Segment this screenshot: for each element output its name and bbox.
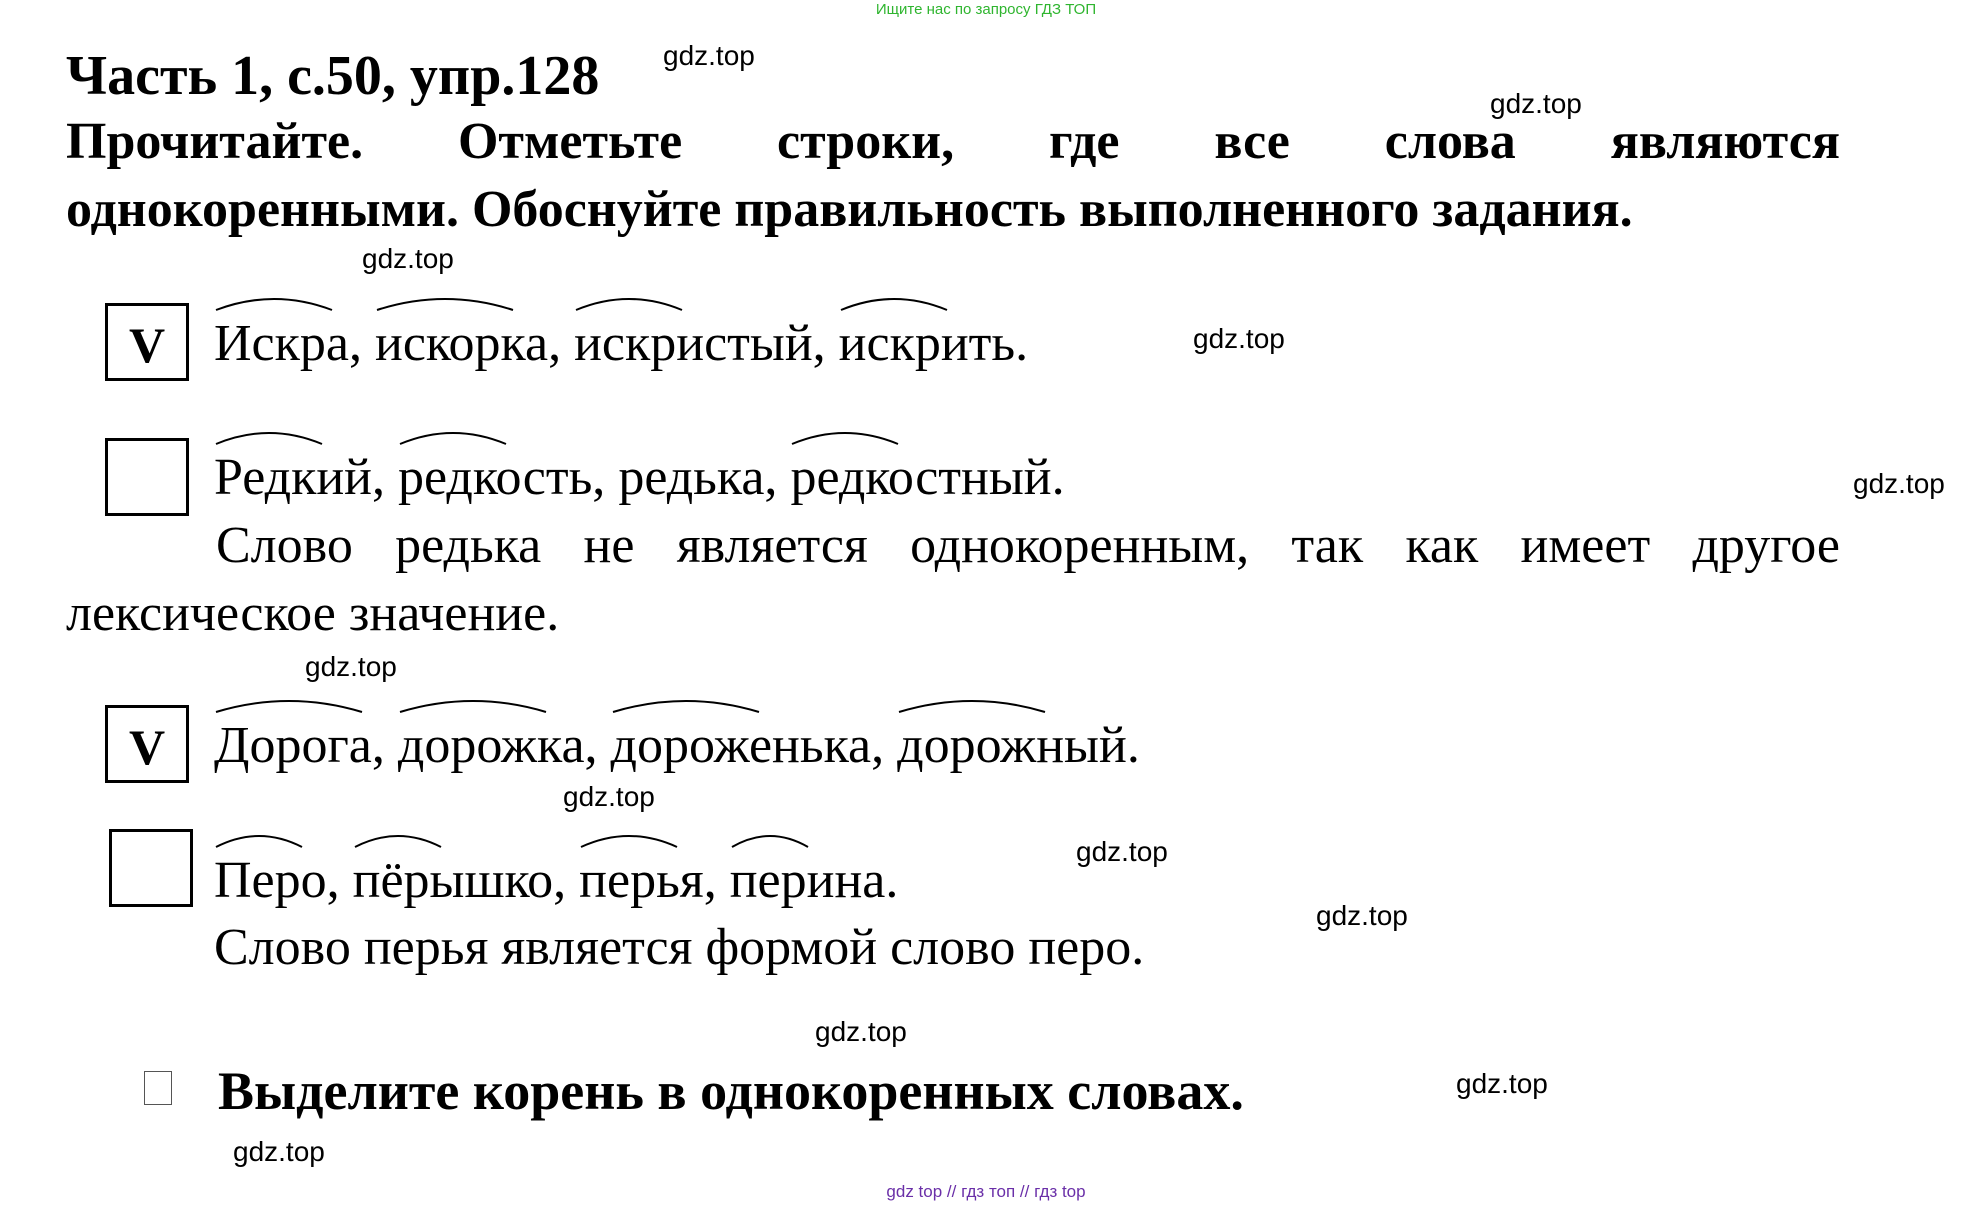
root-arc: [214, 829, 304, 849]
row-4-words: [214, 852, 899, 909]
watermark: gdz.top: [305, 651, 397, 682]
task-text: Выделите корень в однокоренных словах.: [218, 1061, 1244, 1121]
row-1-checkbox[interactable]: [105, 303, 189, 381]
task-checkbox[interactable]: [144, 1071, 172, 1105]
watermark: gdz.top: [1456, 1068, 1548, 1099]
top-banner[interactable]: Ищите нас по запросу ГДЗ ТОП: [875, 1, 1097, 18]
word: Дорога,: [214, 720, 385, 772]
root-arc: [214, 292, 334, 312]
root-arc: [611, 694, 761, 714]
word: Искра,: [214, 318, 362, 370]
word: перина.: [730, 855, 899, 907]
watermark: gdz.top: [362, 243, 454, 274]
watermark: gdz.top: [1193, 323, 1285, 354]
root-arc: [214, 426, 324, 446]
watermark: gdz.top: [815, 1016, 907, 1047]
root-arc: [353, 829, 443, 849]
watermark: gdz.top: [1490, 88, 1582, 119]
checkmark: V: [128, 719, 166, 775]
row-1-words: [214, 315, 1029, 372]
word: искрить.: [839, 318, 1028, 370]
word: Перо,: [214, 855, 340, 907]
word: Редкий,: [214, 452, 385, 504]
instruction-line-1: Прочитайте. Отметьте строки, где все слова являются: [66, 113, 1840, 170]
word: искорка,: [375, 318, 561, 370]
row-4-checkbox[interactable]: [109, 829, 193, 907]
word: дороженька,: [611, 720, 885, 772]
root-arc: [579, 829, 679, 849]
root-arc: [375, 292, 515, 312]
root-arc: [214, 694, 364, 714]
row-3-checkbox[interactable]: [105, 705, 189, 783]
word: редкостный.: [790, 452, 1064, 504]
word: пёрышко,: [353, 855, 567, 907]
word: искристый,: [574, 318, 826, 370]
root-arc: [398, 426, 508, 446]
word: перья,: [579, 855, 717, 907]
word: дорожный.: [897, 720, 1140, 772]
watermark: gdz.top: [563, 781, 655, 812]
row-3-words: [214, 717, 1140, 774]
watermark: gdz.top: [1316, 900, 1408, 931]
root-arc: [897, 694, 1047, 714]
word: редька,: [618, 449, 778, 506]
root-arc: [574, 292, 684, 312]
explanation-line-1: Слово редька не является однокоренным, так как имеет другое: [216, 517, 1840, 574]
watermark: gdz.top: [1076, 836, 1168, 867]
exercise-heading: Часть 1, с.50, упр.128: [66, 45, 600, 107]
root-arc: [790, 426, 900, 446]
row-4-explanation: Слово перья является формой слово перо.: [214, 919, 1145, 976]
row-2-checkbox[interactable]: [105, 438, 189, 516]
instruction-line-2: однокоренными. Обоснуйте правильность выполненного задания.: [66, 181, 1633, 238]
bottom-links[interactable]: gdz top // гдз топ // гдз top: [886, 1182, 1086, 1201]
row-2-explanation: [66, 512, 1840, 648]
explanation-line-2: лексическое значение.: [66, 585, 560, 642]
word: редкость,: [398, 452, 605, 504]
checkmark: V: [128, 317, 166, 373]
watermark: gdz.top: [233, 1136, 325, 1167]
row-2-words: [214, 449, 1065, 506]
instruction-text: [66, 108, 1840, 244]
word: дорожка,: [398, 720, 598, 772]
watermark: gdz.top: [1853, 468, 1945, 499]
root-arc: [730, 829, 810, 849]
watermark: gdz.top: [663, 40, 755, 71]
root-arc: [839, 292, 949, 312]
root-arc: [398, 694, 548, 714]
